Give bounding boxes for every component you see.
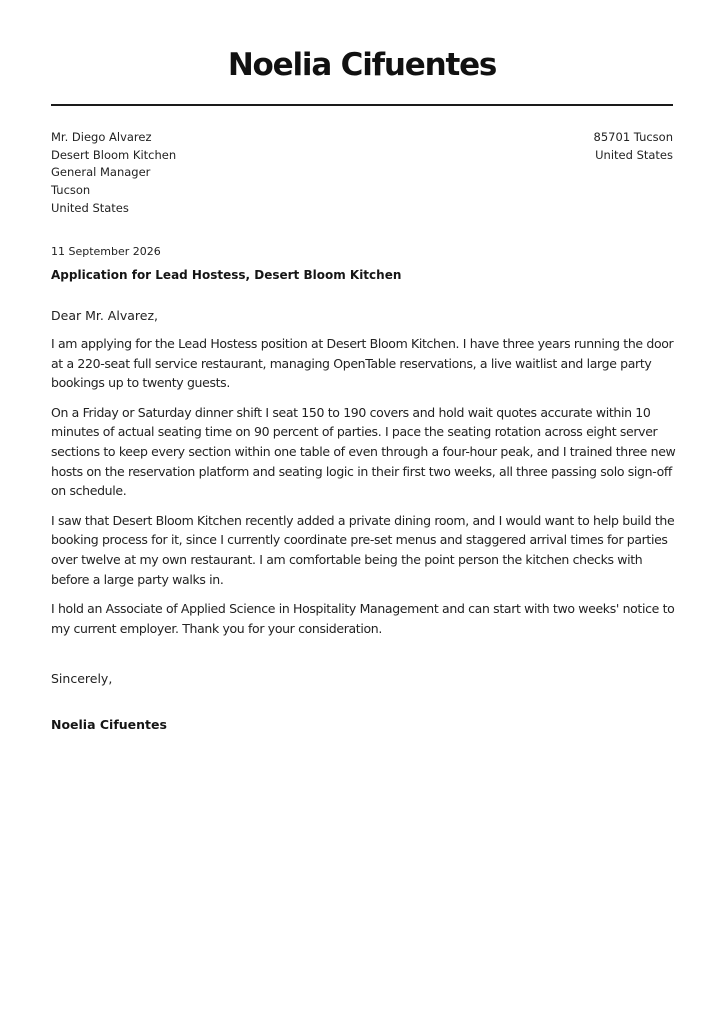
body-paragraph-1: I am applying for the Lead Hostess position at Desert Bloom Kitchen. I have three years running the door at a 220-seat full service restaurant, managing OpenTable reservations, a live waitlist and large party bookings up to twenty guests. — [51, 336, 674, 391]
applicant-name-heading: Noelia Cifuentes — [227, 47, 497, 83]
sender-country: United States — [595, 147, 673, 162]
letter-salutation: Dear Mr. Alvarez, — [51, 308, 158, 323]
body-paragraph-4: I hold an Associate of Applied Science in Hospitality Management and can start with two weeks' notice to my current employer. Thank you for your consideration. — [51, 601, 675, 636]
body-paragraph-3: I saw that Desert Bloom Kitchen recently added a private dining room, and I would want to help build the booking process for it, since I currently coordinate pre-set menus and staggered arrival times for parties over twelve at my own restaurant. I am comfortable being the point person the kitchen checks with before a large party walks in. — [51, 512, 675, 587]
letter-body — [51, 334, 676, 648]
recipient-company: Desert Bloom Kitchen — [51, 147, 177, 162]
recipient-address-block — [51, 129, 176, 218]
recipient-title: General Manager — [51, 165, 151, 180]
header-divider — [51, 104, 673, 106]
letter-date: 11 September 2026 — [51, 245, 161, 258]
recipient-country: United States — [51, 200, 129, 215]
sender-postal-city: 85701 Tucson — [593, 130, 673, 144]
letter-subject: Application for Lead Hostess, Desert Bloom Kitchen — [51, 268, 402, 282]
letter-signature: Noelia Cifuentes — [51, 717, 167, 732]
recipient-city: Tucson — [51, 183, 91, 198]
body-paragraph-2: On a Friday or Saturday dinner shift I seat 150 to 190 covers and hold wait quotes accurate within 10 minutes of actual seating time on 90 percent of parties. I pace the seating rotation across eight server sections to keep every section within one table of even through a four-hour peak, and I trained three new hosts on the reservation platform and seating logic in their first two weeks, all three passing solo sign-off on schedule. — [51, 404, 676, 499]
recipient-name: Mr. Diego Alvarez — [51, 130, 152, 144]
letter-closing: Sincerely, — [51, 671, 113, 686]
sender-address-block — [594, 129, 673, 164]
